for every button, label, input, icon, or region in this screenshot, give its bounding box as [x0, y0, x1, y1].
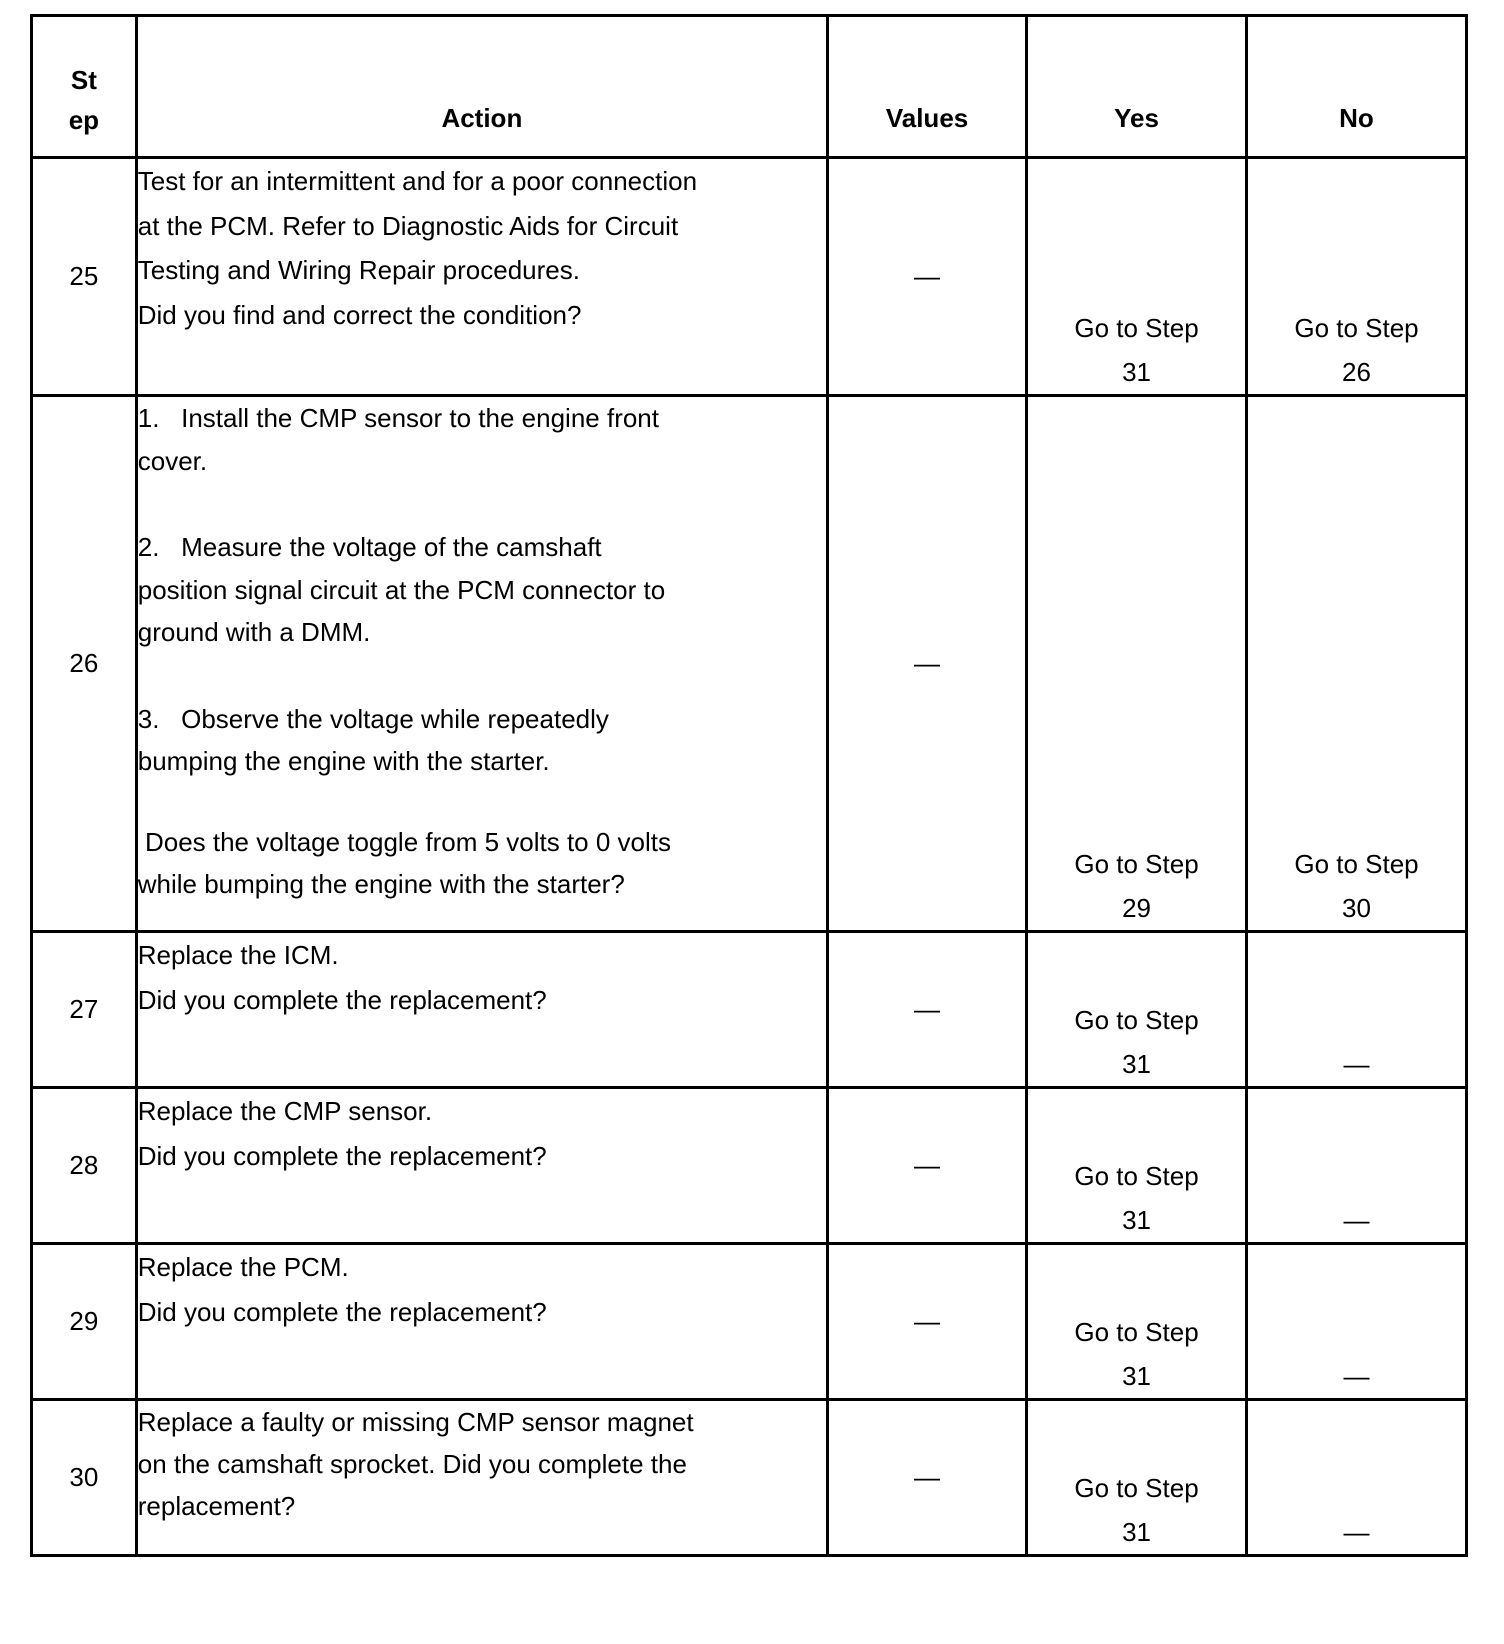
action-line: Replace a faulty or missing CMP sensor magnet	[137, 1407, 694, 1437]
spacer	[138, 783, 826, 821]
step-number: 29	[32, 1244, 137, 1400]
values-cell: —	[828, 1400, 1027, 1556]
yes-goto-label: Go to Step	[1074, 313, 1199, 343]
action-line: Does the voltage toggle from 5 volts to 0 volts	[137, 826, 672, 857]
header-yes: Yes	[1027, 16, 1247, 158]
no-cell	[1247, 1400, 1467, 1556]
action-line: Did you complete the replacement?	[137, 1140, 547, 1171]
values-cell: —	[828, 396, 1027, 932]
yes-goto-step: 31	[1122, 1361, 1151, 1391]
action-line: position signal circuit at the PCM connector to	[137, 574, 666, 605]
no-cell	[1247, 932, 1467, 1088]
yes-goto-step: 31	[1122, 1517, 1151, 1547]
table-body	[32, 158, 1467, 1556]
header-action: Action	[136, 16, 827, 158]
spacer	[138, 482, 826, 526]
action-line: Replace the CMP sensor.	[137, 1096, 433, 1126]
action-text	[136, 1400, 827, 1556]
yes-goto-step: 31	[1122, 357, 1151, 387]
spacer	[138, 654, 826, 698]
yes-goto-label: Go to Step	[1074, 1473, 1199, 1503]
values-cell: —	[828, 158, 1027, 396]
action-line: 1. Install the CMP sensor to the engine front	[137, 403, 659, 433]
action-text	[136, 1088, 827, 1244]
action-line: at the PCM. Refer to Diagnostic Aids for Circuit	[137, 210, 679, 241]
action-line: ground with a DMM.	[137, 617, 371, 647]
step-number: 26	[32, 396, 137, 932]
yes-cell	[1027, 158, 1247, 396]
action-line: on the camshaft sprocket. Did you complete the	[137, 1449, 687, 1479]
table-row	[32, 1244, 1467, 1400]
values-cell: —	[828, 1088, 1027, 1244]
table-row	[32, 1088, 1467, 1244]
step-number: 25	[32, 158, 137, 396]
action-line: replacement?	[137, 1491, 296, 1521]
no-value: —	[1343, 1049, 1370, 1079]
yes-cell	[1027, 1400, 1247, 1556]
table-row	[32, 1400, 1467, 1556]
action-line: 3. Observe the voltage while repeatedly	[137, 703, 609, 734]
step-number: 27	[32, 932, 137, 1088]
action-line: 2. Measure the voltage of the camshaft	[137, 532, 602, 562]
action-line: Test for an intermittent and for a poor connection	[137, 166, 698, 196]
step-number: 28	[32, 1088, 137, 1244]
header-values: Values	[828, 16, 1027, 158]
action-line: cover.	[137, 445, 208, 476]
header-step-line1: St	[70, 65, 97, 95]
yes-goto-step: 31	[1122, 1205, 1151, 1235]
no-goto-step: 30	[1342, 893, 1371, 923]
yes-cell	[1027, 1088, 1247, 1244]
header-step-line2: ep	[68, 105, 100, 135]
yes-goto-label: Go to Step	[1074, 849, 1199, 879]
action-line: Replace the PCM.	[137, 1252, 349, 1282]
diagnostic-table	[30, 14, 1468, 1557]
no-value: —	[1343, 1517, 1370, 1547]
yes-cell	[1027, 932, 1247, 1088]
action-text	[136, 396, 827, 932]
no-value: —	[1343, 1361, 1370, 1391]
header-no: No	[1247, 16, 1467, 158]
yes-goto-label: Go to Step	[1074, 1005, 1199, 1035]
yes-goto-step: 29	[1122, 893, 1151, 923]
yes-goto-label: Go to Step	[1074, 1161, 1199, 1191]
yes-cell	[1027, 1244, 1247, 1400]
action-line: Did you complete the replacement?	[137, 984, 547, 1015]
action-line: Did you find and correct the condition?	[137, 299, 582, 330]
no-goto-label: Go to Step	[1294, 849, 1419, 879]
no-cell	[1247, 396, 1467, 932]
step-number: 30	[32, 1400, 137, 1556]
action-text	[136, 1244, 827, 1400]
action-line: bumping the engine with the starter.	[137, 746, 550, 776]
table-row	[32, 396, 1467, 932]
no-value: —	[1343, 1205, 1370, 1235]
action-line: Replace the ICM.	[137, 940, 339, 970]
yes-goto-label: Go to Step	[1074, 1317, 1199, 1347]
header-row	[32, 16, 1467, 158]
yes-cell	[1027, 396, 1247, 932]
action-text	[136, 158, 827, 396]
values-cell: —	[828, 1244, 1027, 1400]
no-goto-label: Go to Step	[1294, 313, 1419, 343]
no-goto-step: 26	[1342, 357, 1371, 387]
no-cell	[1247, 158, 1467, 396]
no-cell	[1247, 1244, 1467, 1400]
table-row	[32, 158, 1467, 396]
yes-goto-step: 31	[1122, 1049, 1151, 1079]
no-cell	[1247, 1088, 1467, 1244]
action-line: while bumping the engine with the starter?	[137, 869, 625, 899]
action-text	[136, 932, 827, 1088]
values-cell: —	[828, 932, 1027, 1088]
action-line: Testing and Wiring Repair procedures.	[137, 255, 580, 285]
action-line: Did you complete the replacement?	[137, 1296, 547, 1327]
header-step	[32, 16, 137, 158]
table-row	[32, 932, 1467, 1088]
